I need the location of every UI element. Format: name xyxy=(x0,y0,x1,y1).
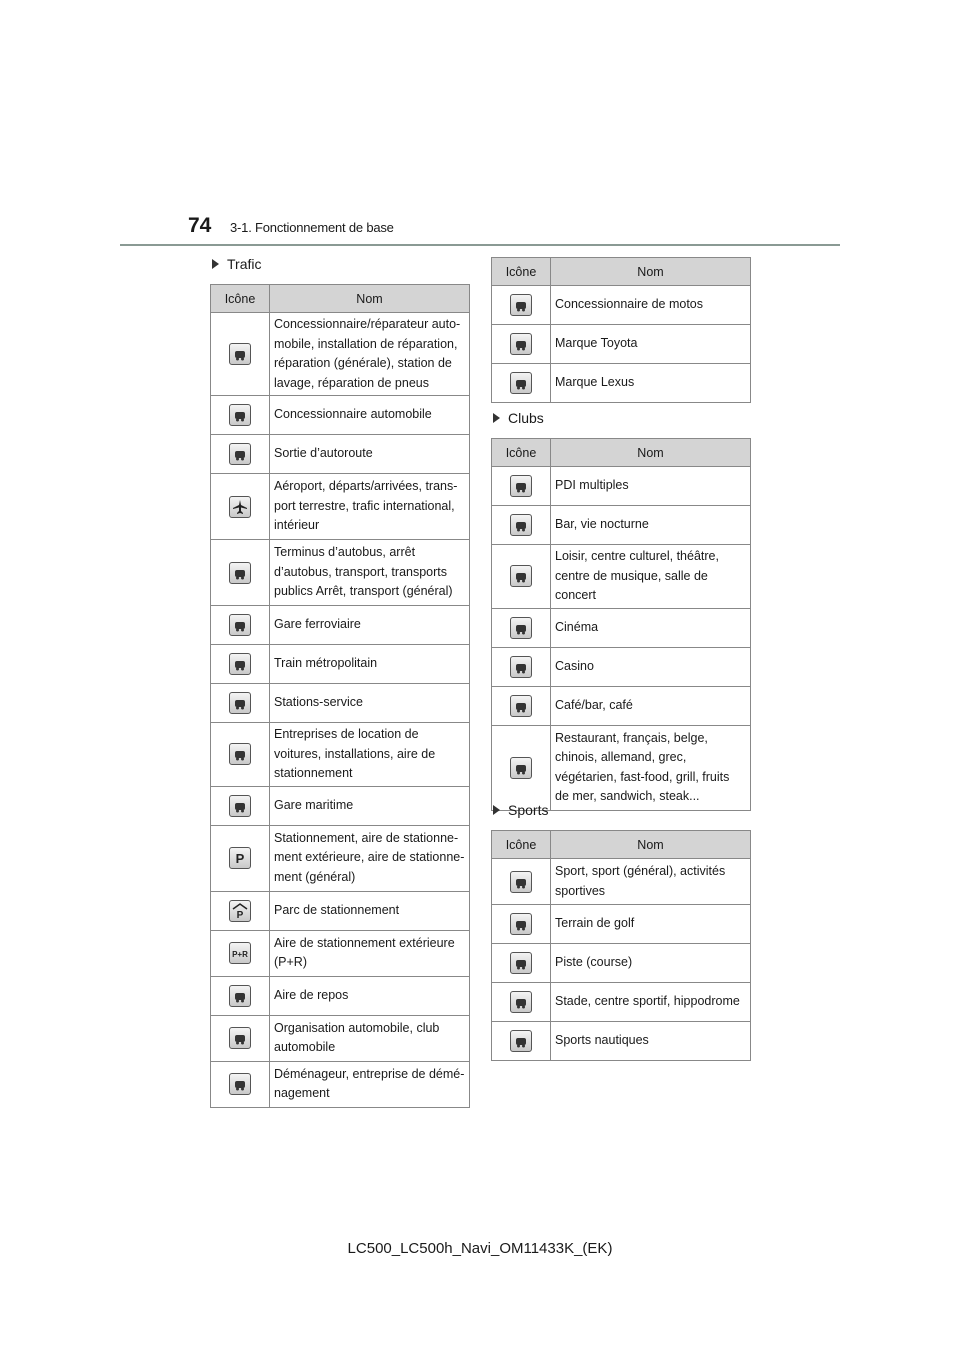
multiple-poi-icon xyxy=(510,475,532,497)
name-cell: Concessionnaire de motos xyxy=(551,286,751,325)
water-sports-icon xyxy=(510,1030,532,1052)
name-cell: Piste (course) xyxy=(551,944,751,983)
lexus-logo-icon xyxy=(510,372,532,394)
document-footer: LC500_LC500h_Navi_OM11433K_(EK) xyxy=(347,1240,613,1257)
airplane-icon xyxy=(229,496,251,518)
icon-cell xyxy=(492,944,551,983)
casino-icon xyxy=(510,656,532,678)
table-row xyxy=(492,1022,751,1061)
section-arrow-icon xyxy=(493,805,500,815)
park-and-ride-icon xyxy=(229,942,251,964)
table-row xyxy=(211,1061,470,1107)
name-cell: Parc de stationnement xyxy=(270,891,470,930)
svg-text:P: P xyxy=(235,851,245,866)
name-cell: PDI multiples xyxy=(551,467,751,506)
toyota-logo-icon xyxy=(510,333,532,355)
name-cell: Stade, centre sportif, hippodrome xyxy=(551,983,751,1022)
name-cell: Bar, vie nocturne xyxy=(551,506,751,545)
section-title-trafic xyxy=(212,256,261,272)
name-cell: Concessionnaire/réparateur auto-mobile, installation de réparation, réparation (générale), station de lavage, réparation de pneus xyxy=(270,313,470,396)
icon-cell xyxy=(492,725,551,810)
table-row xyxy=(211,396,470,435)
table-row xyxy=(211,976,470,1015)
car-rental-icon xyxy=(229,743,251,765)
car-repair-icon xyxy=(229,343,251,365)
table-row xyxy=(211,435,470,474)
name-cell: Restaurant, français, belge, chinois, allemand, grec, végétarien, fast-food, grill, fruits de mer, sandwich, steak... xyxy=(551,725,751,810)
section-title-sports-label: Sports xyxy=(508,802,549,818)
table-row xyxy=(492,467,751,506)
table-row xyxy=(211,891,470,930)
table-row xyxy=(492,286,751,325)
icon-cell xyxy=(492,859,551,905)
gas-station-icon xyxy=(229,692,251,714)
table-row xyxy=(211,930,470,976)
icon-cell xyxy=(492,506,551,545)
col-header-icon: Icône xyxy=(492,831,551,859)
table-row xyxy=(492,325,751,364)
name-cell: Concessionnaire automobile xyxy=(270,396,470,435)
icon-cell xyxy=(492,325,551,364)
table-trafic xyxy=(210,284,470,1108)
restaurant-icon xyxy=(510,757,532,779)
section-arrow-icon xyxy=(493,413,500,423)
car-club-icon xyxy=(229,1027,251,1049)
icon-cell xyxy=(492,647,551,686)
col-header-name: Nom xyxy=(551,831,751,859)
icon-cell xyxy=(211,313,270,396)
parking-garage-icon xyxy=(229,900,251,922)
table-row xyxy=(492,859,751,905)
name-cell: Marque Lexus xyxy=(551,364,751,403)
name-cell: Aire de stationnement extérieure (P+R) xyxy=(270,930,470,976)
table-row xyxy=(211,1015,470,1061)
col-header-name: Nom xyxy=(551,258,751,286)
name-cell: Train métropolitain xyxy=(270,645,470,684)
icon-cell xyxy=(492,286,551,325)
bus-icon xyxy=(229,562,251,584)
col-header-name: Nom xyxy=(551,439,751,467)
name-cell: Terrain de golf xyxy=(551,905,751,944)
icon-cell xyxy=(492,608,551,647)
page-number: 74 xyxy=(188,214,212,237)
icon-cell xyxy=(211,606,270,645)
name-cell: Gare ferroviaire xyxy=(270,606,470,645)
header-divider xyxy=(120,244,840,246)
icon-cell xyxy=(492,1022,551,1061)
icon-cell xyxy=(211,435,270,474)
table-row xyxy=(211,825,470,891)
coffee-cup-icon xyxy=(510,695,532,717)
table-row xyxy=(492,905,751,944)
icon-cell xyxy=(211,474,270,540)
icon-cell xyxy=(492,686,551,725)
icon-cell xyxy=(211,930,270,976)
race-flag-icon xyxy=(510,952,532,974)
sport-icon xyxy=(510,871,532,893)
table-row xyxy=(492,647,751,686)
train-station-icon xyxy=(229,614,251,636)
name-cell: Loisir, centre culturel, théâtre, centre de musique, salle de concert xyxy=(551,545,751,609)
svg-text:P+R: P+R xyxy=(232,950,248,959)
metro-train-icon xyxy=(229,653,251,675)
moving-truck-icon xyxy=(229,1073,251,1095)
name-cell: Terminus d’autobus, arrêt d’autobus, transport, transports publics Arrêt, transport (général) xyxy=(270,540,470,606)
name-cell: Café/bar, café xyxy=(551,686,751,725)
car-dealer-icon xyxy=(229,404,251,426)
name-cell: Aéroport, départs/arrivées, trans-port terrestre, trafic international, intérieur xyxy=(270,474,470,540)
icon-cell xyxy=(492,364,551,403)
name-cell: Stations-service xyxy=(270,684,470,723)
name-cell: Sports nautiques xyxy=(551,1022,751,1061)
name-cell: Stationnement, aire de stationne-ment extérieure, aire de stationne-ment (général) xyxy=(270,825,470,891)
table-row xyxy=(492,608,751,647)
name-cell: Gare maritime xyxy=(270,786,470,825)
icon-cell xyxy=(211,891,270,930)
table-row xyxy=(211,723,470,787)
section-title-clubs xyxy=(493,410,544,426)
icon-cell xyxy=(211,684,270,723)
section-title-clubs-label: Clubs xyxy=(508,410,544,426)
rest-area-icon xyxy=(229,985,251,1007)
table-row xyxy=(211,313,470,396)
icon-cell xyxy=(492,545,551,609)
highway-exit-icon xyxy=(229,443,251,465)
icon-cell xyxy=(211,1015,270,1061)
golf-icon xyxy=(510,913,532,935)
table-row xyxy=(492,545,751,609)
chapter-title: 3-1. Fonctionnement de base xyxy=(230,220,394,235)
name-cell: Cinéma xyxy=(551,608,751,647)
table-row xyxy=(211,606,470,645)
icon-cell xyxy=(211,723,270,787)
icon-cell xyxy=(492,983,551,1022)
name-cell: Casino xyxy=(551,647,751,686)
icon-cell xyxy=(211,396,270,435)
table-row xyxy=(492,725,751,810)
table-row xyxy=(211,786,470,825)
icon-cell xyxy=(211,976,270,1015)
icon-cell xyxy=(492,905,551,944)
name-cell: Sortie d’autoroute xyxy=(270,435,470,474)
icon-cell xyxy=(211,1061,270,1107)
table-row xyxy=(492,506,751,545)
col-header-icon: Icône xyxy=(492,258,551,286)
name-cell: Déménageur, entreprise de démé-nagement xyxy=(270,1061,470,1107)
icon-cell xyxy=(211,786,270,825)
table-row xyxy=(492,364,751,403)
section-title-sports xyxy=(493,802,548,818)
name-cell: Aire de repos xyxy=(270,976,470,1015)
theater-mask-icon xyxy=(510,565,532,587)
movie-camera-icon xyxy=(510,617,532,639)
icon-cell xyxy=(492,467,551,506)
icon-cell xyxy=(211,645,270,684)
table-marques xyxy=(491,257,751,403)
name-cell: Organisation automobile, club automobile xyxy=(270,1015,470,1061)
col-header-icon: Icône xyxy=(492,439,551,467)
name-cell: Entreprises de location de voitures, installations, aire de stationnement xyxy=(270,723,470,787)
table-row xyxy=(492,944,751,983)
icon-cell xyxy=(211,825,270,891)
table-row xyxy=(211,474,470,540)
ferry-icon xyxy=(229,795,251,817)
table-row xyxy=(211,684,470,723)
icon-cell xyxy=(211,540,270,606)
table-clubs xyxy=(491,438,751,811)
table-row xyxy=(211,645,470,684)
name-cell: Sport, sport (général), activités sportives xyxy=(551,859,751,905)
motorcycle-dealer-icon xyxy=(510,294,532,316)
table-sports xyxy=(491,830,751,1061)
parking-icon xyxy=(229,847,251,869)
table-row xyxy=(492,686,751,725)
section-arrow-icon xyxy=(212,259,219,269)
col-header-name: Nom xyxy=(270,285,470,313)
stadium-icon xyxy=(510,991,532,1013)
section-title-trafic-label: Trafic xyxy=(227,256,262,272)
name-cell: Marque Toyota xyxy=(551,325,751,364)
table-row xyxy=(211,540,470,606)
cocktail-icon xyxy=(510,514,532,536)
svg-text:P: P xyxy=(236,909,244,919)
table-row xyxy=(492,983,751,1022)
col-header-icon: Icône xyxy=(211,285,270,313)
